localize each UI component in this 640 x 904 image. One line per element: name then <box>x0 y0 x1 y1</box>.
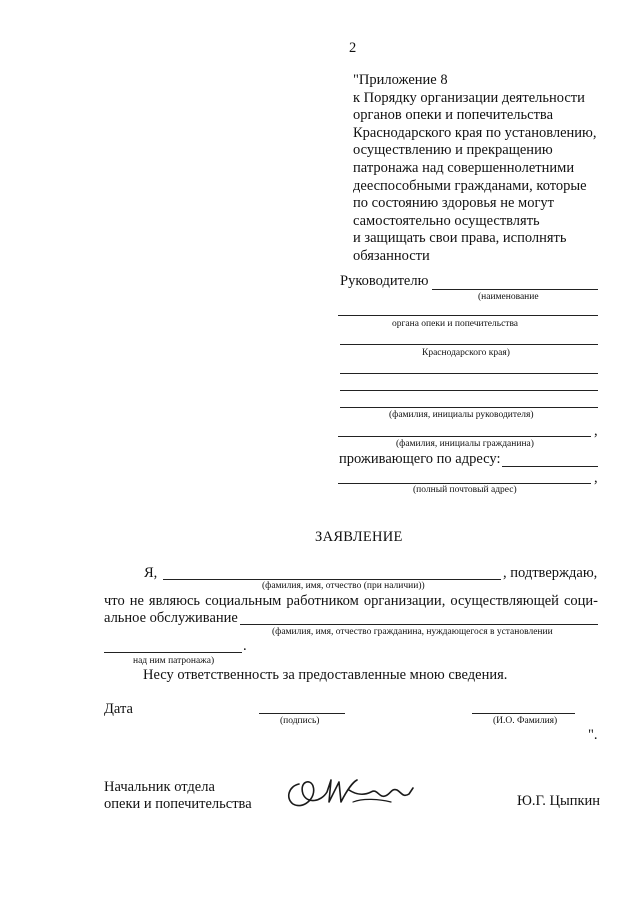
hint-head: (фамилия, инициалы руководителя) <box>389 410 534 420</box>
period: . <box>243 638 247 654</box>
addressee-name-field[interactable] <box>432 289 598 290</box>
appendix-line: патронажа над совершеннолетними <box>353 159 575 176</box>
appendix-line: "Приложение 8 <box>353 72 448 88</box>
appendix-line: Краснодарского края по установлению, <box>353 124 597 141</box>
appendix-line: обязанности <box>353 247 430 264</box>
position-line2: опеки и попечительства <box>104 796 252 812</box>
hint-ward: (фамилия, имя, отчество гражданина, нуждающегося в установлении <box>272 627 553 637</box>
hint-ward2: над ним патронажа) <box>133 656 215 666</box>
signature-field[interactable] <box>259 713 345 714</box>
hint-name: (наименование <box>478 292 539 302</box>
body-line3: альное обслуживание <box>104 610 238 626</box>
comma: , <box>594 423 598 439</box>
hint-citizen: (фамилия, инициалы гражданина) <box>396 439 534 449</box>
hint-name-short: (И.О. Фамилия) <box>493 716 558 726</box>
appendix-line: дееспособными гражданами, которые <box>353 177 587 194</box>
hint-signature: (подпись) <box>280 716 320 726</box>
document-title: ЗАЯВЛЕНИЕ <box>315 529 403 545</box>
hint-region: Краснодарского края) <box>422 348 510 358</box>
appendix-line: самостоятельно осуществлять <box>353 212 540 229</box>
closing-quote: ". <box>588 727 598 743</box>
appendix-line: органов опеки и попечительства <box>353 107 554 124</box>
addressee-region-field[interactable] <box>340 344 598 345</box>
addressee-extra-field[interactable] <box>340 373 598 374</box>
applicant-name-field[interactable] <box>163 579 501 580</box>
addressee-body-field[interactable] <box>338 315 598 316</box>
appendix-header <box>353 72 597 266</box>
appendix-line: осуществлению и прекращению <box>353 142 553 159</box>
hint-body: органа опеки и попечительства <box>392 319 519 329</box>
body-line2: что не являюсь социальным работником организации, осуществляющей соци- <box>104 593 598 609</box>
position-line1: Начальник отдела <box>104 779 215 795</box>
body-line1-start: Я, <box>144 565 158 581</box>
addressee-label: Руководителю <box>340 273 429 289</box>
appendix-line: по состоянию здоровья не могут <box>353 195 555 212</box>
body-line1-end: , подтверждаю, <box>503 565 598 581</box>
page-number: 2 <box>349 40 357 56</box>
name-field[interactable] <box>472 713 575 714</box>
handwritten-signature <box>283 772 423 814</box>
signatory-name: Ю.Г. Цыпкин <box>517 793 601 809</box>
hint-fio: (фамилия, имя, отчество (при наличии)) <box>262 581 425 591</box>
citizen-name-field[interactable] <box>338 436 591 437</box>
address-field-2[interactable] <box>338 483 591 484</box>
ward-name-field[interactable] <box>240 624 598 625</box>
appendix-line: к Порядку организации деятельности <box>353 89 585 106</box>
address-field[interactable] <box>502 466 598 467</box>
addressee-head-field[interactable] <box>340 407 598 408</box>
responsibility-text: Несу ответственность за предоставленные мною сведения. <box>143 667 508 683</box>
appendix-line: и защищать свои права, исполнять <box>353 230 567 247</box>
date-label: Дата <box>104 701 133 717</box>
hint-address: (полный почтовый адрес) <box>413 485 517 495</box>
comma: , <box>594 470 598 486</box>
ward-name-field-2[interactable] <box>104 652 242 653</box>
address-label: проживающего по адресу: <box>339 451 501 467</box>
addressee-extra-field[interactable] <box>340 390 598 391</box>
